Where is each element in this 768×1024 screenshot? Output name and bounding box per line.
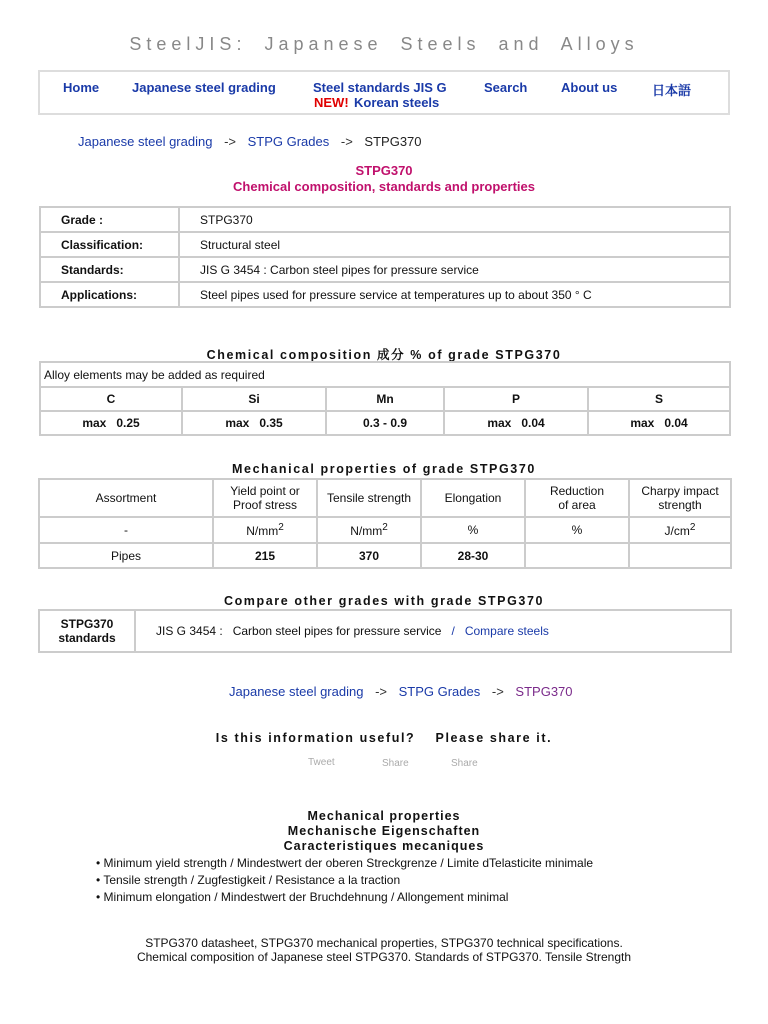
table-cell: Pipes bbox=[39, 543, 213, 568]
breadcrumb-grading-link[interactable]: Japanese steel grading bbox=[229, 684, 364, 699]
table-cell: max 0.25 bbox=[40, 411, 182, 435]
table-header-cell: Elongation bbox=[421, 479, 525, 517]
info-key: Classification: bbox=[40, 232, 179, 257]
breadcrumb-current-link[interactable]: STPG370 bbox=[515, 684, 573, 699]
table-row bbox=[40, 257, 730, 282]
info-value: JIS G 3454 : Carbon steel pipes for pressure service bbox=[179, 257, 730, 282]
header-line: Proof stress bbox=[232, 498, 298, 512]
unit-text: N/mm bbox=[246, 524, 279, 538]
compare-cell bbox=[135, 610, 731, 652]
table-header-cell: S bbox=[588, 387, 730, 411]
table-header-cell: Si bbox=[182, 387, 326, 411]
breadcrumb-current: STPG370 bbox=[364, 134, 422, 149]
table-cell: 0.3 - 0.9 bbox=[326, 411, 444, 435]
info-key: Applications: bbox=[40, 282, 179, 307]
table-cell: max 0.04 bbox=[444, 411, 588, 435]
table-cell: max 0.35 bbox=[182, 411, 326, 435]
header-line: Yield point or bbox=[230, 484, 300, 498]
tweet-button[interactable]: Tweet bbox=[308, 757, 335, 768]
table-row bbox=[40, 282, 730, 307]
unit-exponent: 2 bbox=[382, 522, 388, 533]
table-cell: % bbox=[421, 517, 525, 543]
table-row bbox=[40, 232, 730, 257]
table-header-cell: C bbox=[40, 387, 182, 411]
mechanical-table bbox=[38, 478, 732, 569]
header-line: of area bbox=[558, 498, 596, 512]
table-row bbox=[39, 543, 731, 568]
table-row bbox=[39, 479, 731, 517]
breadcrumb-grading-link[interactable]: Japanese steel grading bbox=[78, 134, 213, 149]
breadcrumb-separator: -> bbox=[224, 134, 236, 149]
nav-about-link[interactable]: About us bbox=[561, 80, 618, 95]
table-row bbox=[40, 207, 730, 232]
compare-section-title: Compare other grades with grade STPG370 bbox=[223, 594, 545, 608]
mechanical-section-title: Mechanical properties of grade STPG370 bbox=[232, 462, 536, 476]
footer-title: Mechanische Eigenschaften bbox=[287, 824, 481, 838]
nav-korean-link[interactable]: Korean steels bbox=[354, 95, 440, 110]
unit-text: N/mm bbox=[350, 524, 383, 538]
info-value: Steel pipes used for pressure service at temperatures up to about 350 ° C bbox=[179, 282, 730, 307]
compare-table bbox=[38, 609, 732, 653]
breadcrumb-stpg-link[interactable]: STPG Grades bbox=[398, 684, 481, 699]
nav-search-link[interactable]: Search bbox=[484, 80, 528, 95]
table-cell bbox=[213, 517, 317, 543]
chemical-section-title: Chemical composition 成分 % of grade STPG370 bbox=[206, 348, 562, 362]
table-row bbox=[40, 411, 730, 435]
list-item: • Minimum yield strength / Mindestwert der oberen Streckgrenze / Limite dTelasticite minimale bbox=[96, 856, 594, 870]
info-key: Grade : bbox=[40, 207, 179, 232]
table-header-cell: Tensile strength bbox=[317, 479, 421, 517]
nav-standards-link[interactable]: Steel standards JIS G bbox=[313, 80, 447, 95]
alloy-note: Alloy elements may be added as required bbox=[40, 362, 730, 387]
list-item: • Minimum elongation / Mindestwert der Bruchdehnung / Allongement minimal bbox=[96, 890, 509, 904]
breadcrumb bbox=[78, 134, 422, 149]
unit-exponent: 2 bbox=[278, 522, 284, 533]
table-header-cell: Assortment bbox=[39, 479, 213, 517]
compare-steels-link[interactable]: Compare steels bbox=[464, 624, 549, 638]
nav-grading-link[interactable]: Japanese steel grading bbox=[132, 80, 276, 95]
breadcrumb-bottom bbox=[229, 684, 573, 699]
table-row bbox=[40, 387, 730, 411]
breadcrumb-stpg-link[interactable]: STPG Grades bbox=[247, 134, 330, 149]
compare-slash: / bbox=[451, 624, 455, 638]
table-header-cell bbox=[213, 479, 317, 517]
compare-standard: JIS G 3454 : Carbon steel pipes for pressure service bbox=[156, 624, 442, 638]
unit-text: J/cm bbox=[664, 524, 690, 538]
table-row bbox=[39, 517, 731, 543]
table-header-cell bbox=[525, 479, 629, 517]
table-cell: max 0.04 bbox=[588, 411, 730, 435]
table-cell: 28-30 bbox=[421, 543, 525, 568]
share-question: Is this information useful? Please share it. bbox=[215, 731, 553, 745]
compare-label-line: STPG370 bbox=[60, 617, 114, 631]
table-row bbox=[40, 362, 730, 387]
info-value: Structural steel bbox=[179, 232, 730, 257]
table-header-cell bbox=[629, 479, 731, 517]
table-cell: % bbox=[525, 517, 629, 543]
footer-title: Mechanical properties bbox=[307, 809, 461, 823]
table-row bbox=[39, 610, 731, 652]
unit-exponent: 2 bbox=[689, 522, 696, 533]
table-cell: - bbox=[39, 517, 213, 543]
nav-bar bbox=[38, 70, 730, 115]
header-line: Charpy impact bbox=[641, 484, 719, 498]
nav-home-link[interactable]: Home bbox=[63, 80, 100, 95]
site-title: SteelJIS: Japanese Steels and Alloys bbox=[129, 34, 639, 54]
grade-info-table bbox=[39, 206, 731, 308]
info-key: Standards: bbox=[40, 257, 179, 282]
breadcrumb-separator: -> bbox=[491, 684, 504, 699]
table-cell bbox=[629, 543, 731, 568]
breadcrumb-separator: -> bbox=[375, 684, 387, 699]
footer-list bbox=[96, 855, 593, 906]
table-cell bbox=[317, 517, 421, 543]
share-button[interactable]: Share bbox=[382, 758, 409, 769]
footer-note: Chemical composition of Japanese steel STPG370. Standards of STPG370. Tensile Strength bbox=[136, 950, 632, 964]
list-item: • Tensile strength / Zugfestigkeit / Resistance a la traction bbox=[96, 873, 401, 887]
table-cell bbox=[525, 543, 629, 568]
new-badge: NEW! bbox=[314, 95, 349, 110]
footer-note: STPG370 datasheet, STPG370 mechanical properties, STPG370 technical specifications. bbox=[145, 936, 623, 950]
share-button[interactable]: Share bbox=[451, 758, 478, 769]
table-cell: 370 bbox=[317, 543, 421, 568]
nav-japanese-link[interactable]: 日本語 bbox=[652, 83, 692, 98]
page-title: STPG370 bbox=[355, 163, 413, 178]
table-cell bbox=[629, 517, 731, 543]
compare-label-line: standards bbox=[58, 631, 116, 645]
page-subtitle: Chemical composition, standards and properties bbox=[233, 179, 535, 194]
compare-label bbox=[39, 610, 135, 652]
table-header-cell: P bbox=[444, 387, 588, 411]
breadcrumb-separator: -> bbox=[340, 134, 353, 149]
table-cell: 215 bbox=[213, 543, 317, 568]
chemical-table bbox=[39, 361, 731, 436]
info-value: STPG370 bbox=[179, 207, 730, 232]
footer-title: Caracteristiques mecaniques bbox=[283, 839, 485, 853]
header-line: strength bbox=[658, 498, 702, 512]
header-line: Reduction bbox=[549, 484, 605, 498]
table-header-cell: Mn bbox=[326, 387, 444, 411]
